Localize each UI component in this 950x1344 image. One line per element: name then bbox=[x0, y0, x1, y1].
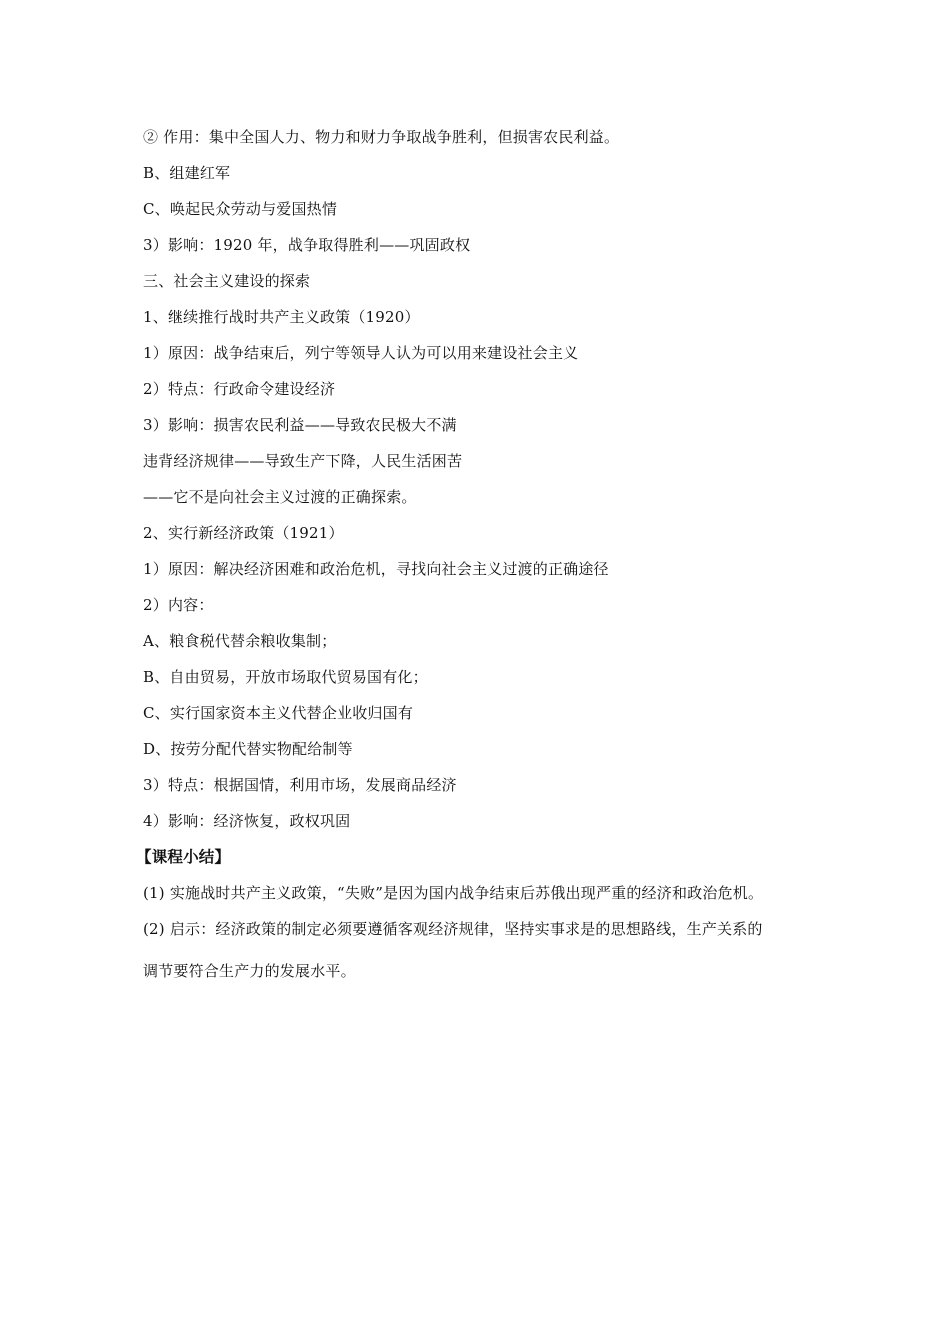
text-line: C、实行国家资本主义代替企业收归国有 bbox=[143, 704, 414, 722]
text-line: B、组建红军 bbox=[143, 164, 231, 182]
text-line: 3）影响：损害农民利益——导致农民极大不满 bbox=[143, 416, 457, 434]
text-line: 1）原因：解决经济困难和政治危机，寻找向社会主义过渡的正确途径 bbox=[143, 560, 609, 578]
section-heading: 三、社会主义建设的探索 bbox=[143, 272, 311, 290]
text-line: 2、实行新经济政策（1921） bbox=[143, 524, 344, 542]
text-line: C、唤起民众劳动与爱国热情 bbox=[143, 200, 338, 218]
text-line: 2）内容： bbox=[143, 596, 214, 614]
text-line: ——它不是向社会主义过渡的正确探索。 bbox=[143, 488, 417, 506]
summary-line: 调节要符合生产力的发展水平。 bbox=[143, 962, 356, 980]
text-line: 3）影响：1920 年，战争取得胜利——巩固政权 bbox=[143, 236, 471, 254]
summary-line: (1) 实施战时共产主义政策，“失败”是因为国内战争结束后苏俄出现严重的经济和政治危机。 bbox=[143, 884, 764, 902]
text-line: 1、继续推行战时共产主义政策（1920） bbox=[143, 308, 420, 326]
text-line: 1）原因：战争结束后，列宁等领导人认为可以用来建设社会主义 bbox=[143, 344, 579, 362]
summary-heading: 【课程小结】 bbox=[136, 847, 231, 866]
summary-line: (2) 启示：经济政策的制定必须要遵循客观经济规律，坚持实事求是的思想路线，生产关系的 bbox=[143, 920, 763, 938]
text-line: D、按劳分配代替实物配给制等 bbox=[143, 740, 353, 758]
text-line: A、粮食税代替余粮收集制； bbox=[143, 632, 337, 650]
text-line: ② 作用：集中全国人力、物力和财力争取战争胜利，但损害农民利益。 bbox=[143, 128, 620, 146]
text-line: B、自由贸易，开放市场取代贸易国有化； bbox=[143, 668, 428, 686]
text-line: 3）特点：根据国情，利用市场，发展商品经济 bbox=[143, 776, 457, 794]
text-line: 违背经济规律——导致生产下降，人民生活困苦 bbox=[143, 452, 463, 470]
text-line: 4）影响：经济恢复，政权巩固 bbox=[143, 812, 351, 830]
text-line: 2）特点：行政命令建设经济 bbox=[143, 380, 336, 398]
